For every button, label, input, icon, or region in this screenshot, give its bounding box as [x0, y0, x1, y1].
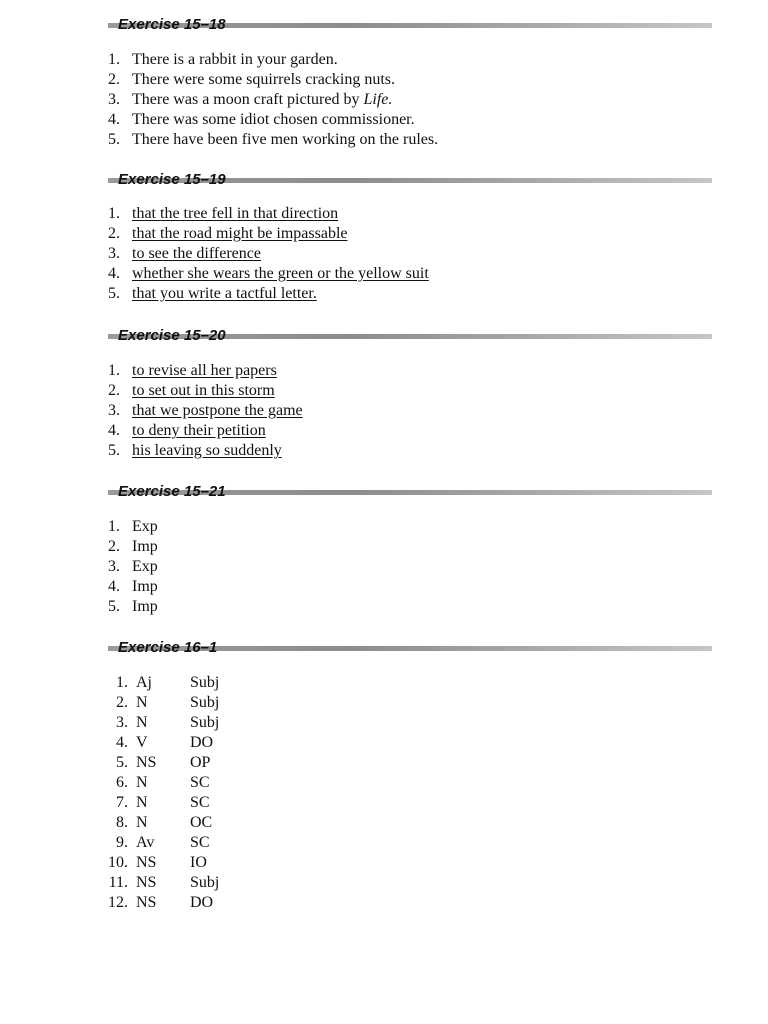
function: OC [190, 814, 213, 831]
row-number: 11. [108, 874, 128, 891]
exercise-title: Exercise 15–20 [118, 327, 226, 344]
item-text: whether she wears the green or the yellow suit [132, 265, 429, 282]
item-text: that the tree fell in that direction [132, 205, 339, 222]
item-number: 1. [108, 362, 120, 379]
item-number: 2. [108, 71, 120, 88]
item-text: his leaving so suddenly [132, 442, 282, 459]
exercise-heading-15-20 [108, 326, 712, 348]
exercise-16-1-table [104, 673, 220, 913]
part-of-speech: Av [136, 834, 155, 851]
list-item [108, 50, 438, 70]
item-number: 4. [108, 111, 120, 128]
exercise-title: Exercise 15–19 [118, 171, 226, 188]
item-number: 5. [108, 598, 120, 615]
item-number: 5. [108, 442, 120, 459]
exercise-heading-15-21 [108, 482, 712, 504]
item-number: 2. [108, 225, 120, 242]
part-of-speech: NS [136, 874, 157, 891]
function: Subj [190, 714, 220, 731]
item-number: 2. [108, 538, 120, 555]
item-text: to set out in this storm [132, 382, 275, 399]
item-text: that you write a tactful letter. [132, 285, 317, 302]
function: SC [190, 834, 210, 851]
part-of-speech: N [136, 814, 148, 831]
row-number: 3. [116, 714, 128, 731]
list-item [108, 421, 303, 441]
row-number: 8. [116, 814, 128, 831]
function: Subj [190, 874, 220, 891]
item-number: 4. [108, 265, 120, 282]
table-row [104, 873, 220, 893]
row-number: 1. [116, 674, 128, 691]
exercise-15-18-list [108, 50, 438, 150]
row-number: 5. [116, 754, 128, 771]
list-item [108, 517, 158, 537]
row-number: 4. [116, 734, 128, 751]
table-row [104, 713, 220, 733]
item-number: 5. [108, 131, 120, 148]
part-of-speech: N [136, 794, 148, 811]
item-text: Exp [132, 518, 158, 535]
list-item [108, 597, 158, 617]
exercise-15-20-list [108, 361, 303, 461]
table-row [104, 833, 210, 853]
item-text: There have been five men working on the rules. [132, 131, 439, 148]
row-number: 2. [116, 694, 128, 711]
item-text: Imp [132, 538, 158, 555]
part-of-speech: NS [136, 854, 157, 871]
exercise-heading-16-1 [108, 638, 712, 660]
list-item [108, 401, 303, 421]
function: DO [190, 894, 214, 911]
list-item [108, 264, 429, 284]
row-number: 9. [116, 834, 128, 851]
table-row [104, 853, 207, 873]
item-number: 3. [108, 91, 120, 108]
list-item [108, 130, 438, 150]
list-item [108, 244, 429, 264]
list-item [108, 577, 158, 597]
list-item [108, 204, 429, 224]
exercise-title: Exercise 16–1 [118, 639, 218, 656]
item-text-italic: Life. [363, 91, 393, 108]
exercise-title: Exercise 15–18 [118, 16, 226, 33]
part-of-speech: NS [136, 894, 157, 911]
function: SC [190, 774, 210, 791]
table-row [104, 773, 210, 793]
table-row [104, 793, 210, 813]
item-text: to deny their petition [132, 422, 266, 439]
item-text: to revise all her papers [132, 362, 277, 379]
row-number: 6. [116, 774, 128, 791]
item-text: Exp [132, 558, 158, 575]
list-item [108, 70, 438, 90]
function: Subj [190, 694, 220, 711]
part-of-speech: Aj [136, 674, 152, 691]
function: IO [190, 854, 207, 871]
item-number: 1. [108, 205, 120, 222]
list-item [108, 284, 429, 304]
row-number: 12. [108, 894, 128, 911]
item-text: Imp [132, 598, 158, 615]
table-row [104, 733, 214, 753]
table-row [104, 673, 220, 693]
table-row [104, 893, 214, 913]
exercise-15-21-list [108, 517, 158, 617]
list-item [108, 224, 429, 244]
list-item [108, 557, 158, 577]
item-number: 3. [108, 558, 120, 575]
exercise-15-19-list [108, 204, 429, 304]
row-number: 7. [116, 794, 128, 811]
list-item [108, 537, 158, 557]
item-text: There was a moon craft pictured by [132, 91, 364, 108]
list-item [108, 110, 438, 130]
function: OP [190, 754, 211, 771]
part-of-speech: NS [136, 754, 157, 771]
item-number: 1. [108, 518, 120, 535]
table-row [104, 813, 213, 833]
part-of-speech: N [136, 714, 148, 731]
item-text: that the road might be impassable [132, 225, 348, 242]
row-number: 10. [108, 854, 128, 871]
table-row [104, 693, 220, 713]
item-number: 1. [108, 51, 120, 68]
item-text: that we postpone the game [132, 402, 303, 419]
item-number: 4. [108, 578, 120, 595]
table-row [104, 753, 211, 773]
part-of-speech: N [136, 694, 148, 711]
item-text: There were some squirrels cracking nuts. [132, 71, 396, 88]
item-text: There is a rabbit in your garden. [132, 51, 338, 68]
item-text: Imp [132, 578, 158, 595]
item-text: There was some idiot chosen commissioner. [132, 111, 415, 128]
item-number: 4. [108, 422, 120, 439]
function: DO [190, 734, 214, 751]
list-item [108, 441, 303, 461]
item-number: 3. [108, 402, 120, 419]
exercise-heading-15-19 [108, 170, 712, 192]
function: SC [190, 794, 210, 811]
list-item [108, 361, 303, 381]
item-number: 2. [108, 382, 120, 399]
item-number: 5. [108, 285, 120, 302]
item-number: 3. [108, 245, 120, 262]
list-item [108, 90, 438, 110]
part-of-speech: N [136, 774, 148, 791]
exercise-title: Exercise 15–21 [118, 483, 226, 500]
item-text: to see the difference [132, 245, 261, 262]
list-item [108, 381, 303, 401]
exercise-heading-15-18 [108, 15, 712, 37]
function: Subj [190, 674, 220, 691]
part-of-speech: V [136, 734, 148, 751]
